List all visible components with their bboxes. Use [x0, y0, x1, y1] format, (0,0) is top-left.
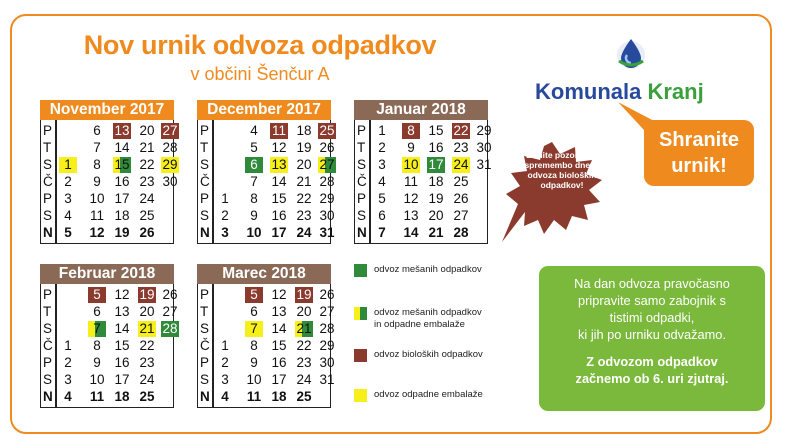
weekday-label: P	[43, 123, 53, 138]
day-cell: 28	[162, 140, 178, 155]
month-title: December 2017	[197, 100, 331, 120]
day-cell: 4	[64, 208, 72, 223]
weekday-label: T	[200, 304, 209, 319]
day-cell: 27	[319, 304, 335, 319]
day-cell: 3	[221, 372, 229, 387]
month-title: Marec 2018	[197, 264, 331, 284]
day-cell	[161, 208, 179, 224]
weekday-label: S	[43, 157, 53, 172]
month-calendar	[197, 264, 335, 408]
day-cell: 25	[139, 389, 155, 404]
weekday-label: S	[43, 321, 53, 336]
day-cell: 30	[319, 208, 335, 223]
day-cell: 5	[64, 225, 72, 240]
month-title: Februar 2018	[40, 264, 174, 284]
month-title: Januar 2018	[354, 100, 488, 120]
day-cell: 5	[245, 287, 263, 303]
day-cell: 28	[319, 174, 335, 189]
day-cell	[161, 225, 179, 241]
day-cell	[216, 157, 234, 173]
day-cell: 10	[246, 372, 262, 387]
day-cell: 10	[89, 372, 105, 387]
day-cell: 10	[89, 191, 105, 206]
weekday-label: P	[200, 355, 210, 370]
notice-line: Na dan odvoza pravočasno	[574, 276, 730, 291]
day-cell: 29	[476, 123, 492, 138]
week-row	[198, 157, 335, 173]
water-drop-icon	[613, 35, 649, 71]
day-cell: 7	[245, 321, 263, 337]
day-cell: 4	[250, 123, 258, 138]
day-cell: 2	[378, 140, 386, 155]
day-cell: 21	[139, 321, 155, 336]
day-cell: 26	[139, 225, 155, 240]
weekday-label: T	[43, 304, 52, 319]
week-row	[198, 191, 335, 207]
day-cell: 11	[403, 174, 418, 189]
day-cell: 9	[93, 174, 101, 189]
day-cell: 13	[403, 208, 419, 223]
day-cell: 12	[403, 191, 419, 206]
week-row	[41, 389, 173, 405]
weekday-label: P	[357, 123, 367, 138]
day-cell: 3	[64, 191, 72, 206]
week-row	[41, 338, 173, 354]
day-cell: 13	[271, 304, 287, 319]
day-cell: 17	[114, 372, 130, 387]
day-cell: 26	[319, 140, 335, 155]
day-cell: 22	[453, 123, 469, 138]
day-cell: 7	[93, 140, 101, 155]
weekday-label: N	[200, 389, 210, 404]
legend-label: odvoz mešanih odpadkov	[374, 264, 482, 275]
day-cell: 24	[296, 225, 312, 240]
day-cell	[59, 123, 77, 139]
weekday-label: S	[200, 208, 210, 223]
logo-word-komunala: Komunala	[535, 79, 642, 104]
day-cell: 1	[221, 338, 229, 353]
day-cell: 8	[250, 191, 258, 206]
day-cell: 7	[378, 225, 386, 240]
legend-swatch	[354, 349, 367, 362]
day-cell: 16	[271, 355, 287, 370]
day-cell: 12	[271, 287, 287, 302]
day-cell: 8	[250, 338, 258, 353]
day-cell	[59, 287, 77, 303]
day-cell: 3	[64, 372, 72, 387]
day-cell: 22	[296, 191, 312, 206]
day-cell: 4	[64, 389, 72, 404]
day-cell	[161, 191, 179, 207]
month-title: November 2017	[40, 100, 174, 120]
weekday-label: N	[43, 225, 53, 240]
legend-swatch	[354, 307, 367, 320]
day-cell: 15	[428, 123, 444, 138]
week-row	[198, 174, 335, 190]
weekday-label: T	[200, 140, 209, 155]
weekday-label: Č	[43, 174, 53, 189]
day-cell: 6	[245, 157, 263, 173]
week-row	[41, 123, 178, 139]
notice-box	[539, 266, 765, 411]
day-cell	[475, 225, 493, 241]
day-cell: 7	[250, 174, 258, 189]
week-row	[41, 174, 178, 190]
week-row	[355, 174, 487, 190]
weekday-label: P	[200, 123, 210, 138]
day-cell: 25	[453, 174, 469, 189]
day-cell: 19	[428, 191, 444, 206]
day-cell: 22	[139, 157, 155, 172]
day-cell: 11	[89, 208, 104, 223]
day-cell: 25	[319, 123, 335, 138]
day-cell: 20	[428, 208, 444, 223]
day-cell: 24	[139, 191, 155, 206]
day-cell: 20	[296, 157, 312, 172]
day-cell: 17	[114, 191, 130, 206]
day-cell	[216, 140, 234, 156]
day-cell: 23	[296, 208, 312, 223]
day-cell: 12	[114, 287, 130, 302]
day-cell: 21	[296, 321, 312, 336]
day-cell: 21	[428, 225, 444, 240]
day-cell: 10	[246, 225, 262, 240]
day-cell: 27	[162, 304, 178, 319]
week-row	[355, 225, 487, 241]
day-cell: 11	[271, 123, 286, 138]
day-cell: 30	[319, 355, 335, 370]
weekday-label: S	[200, 157, 210, 172]
weekday-label: S	[357, 208, 367, 223]
save-badge-line1: Shranite	[658, 129, 740, 151]
month-days	[197, 120, 335, 244]
day-cell: 17	[271, 372, 287, 387]
week-row	[198, 208, 335, 224]
day-cell: 3	[378, 157, 386, 172]
weekday-label: S	[43, 372, 53, 387]
day-cell	[216, 321, 234, 337]
day-cell: 15	[114, 338, 130, 353]
day-cell: 24	[296, 372, 312, 387]
week-row	[41, 304, 178, 320]
day-cell: 8	[402, 123, 420, 139]
day-cell: 27	[453, 208, 469, 223]
day-cell: 6	[93, 304, 101, 319]
month-days	[197, 284, 335, 408]
komunala-kranj-logo	[535, 35, 735, 105]
weekday-label: Č	[357, 174, 367, 189]
day-cell: 9	[93, 355, 101, 370]
notice-bold-line: začnemo ob 6. uri zjutraj.	[575, 371, 729, 386]
day-cell	[318, 389, 336, 405]
weekday-label: Č	[200, 338, 210, 353]
day-cell	[475, 191, 493, 207]
month-calendar	[354, 100, 492, 244]
logo-word-kranj: Kranj	[647, 79, 704, 104]
weekday-label: S	[200, 321, 210, 336]
day-cell: 31	[319, 372, 335, 387]
month-calendar	[40, 100, 178, 244]
day-cell: 14	[114, 140, 130, 155]
week-row	[198, 304, 335, 320]
day-cell	[475, 174, 493, 190]
notice-bold-line: Z odvozom odpadkov	[586, 354, 718, 369]
day-cell: 6	[93, 123, 101, 138]
day-cell: 16	[114, 355, 130, 370]
legend-label: odvoz odpadne embalaže	[374, 389, 483, 400]
day-cell	[161, 389, 179, 405]
day-cell: 1	[64, 338, 72, 353]
day-cell: 22	[296, 338, 312, 353]
day-cell: 16	[271, 208, 287, 223]
weekday-label: Č	[200, 174, 210, 189]
day-cell	[59, 321, 77, 337]
day-cell: 7	[88, 321, 106, 337]
week-row	[198, 389, 330, 405]
legend-label: odvoz mešanih odpadkov in odpadne embalaže	[374, 307, 482, 330]
week-row	[355, 157, 492, 173]
day-cell: 17	[428, 157, 444, 172]
week-row	[198, 140, 335, 156]
day-cell: 20	[139, 123, 155, 138]
day-cell: 31	[476, 157, 492, 172]
week-row	[41, 225, 173, 241]
week-row	[41, 287, 178, 303]
day-cell: 17	[271, 225, 287, 240]
day-cell: 18	[296, 123, 312, 138]
day-cell: 1	[378, 123, 386, 138]
day-cell: 10	[403, 157, 419, 172]
week-row	[355, 208, 487, 224]
day-cell: 14	[403, 225, 419, 240]
day-cell: 16	[114, 174, 130, 189]
week-row	[198, 225, 335, 241]
day-cell: 12	[271, 140, 287, 155]
week-row	[41, 355, 173, 371]
week-row	[41, 372, 173, 388]
day-cell	[59, 304, 77, 320]
weekday-label: N	[43, 389, 53, 404]
day-cell: 29	[162, 157, 178, 172]
day-cell: 4	[221, 389, 229, 404]
week-row	[41, 140, 178, 156]
day-cell: 30	[162, 174, 178, 189]
week-row	[355, 123, 492, 139]
week-row	[41, 157, 178, 173]
day-cell: 9	[250, 208, 258, 223]
weekday-label: P	[43, 191, 53, 206]
day-cell: 8	[93, 338, 101, 353]
day-cell: 5	[378, 191, 386, 206]
day-cell	[161, 338, 179, 354]
day-cell: 15	[114, 157, 130, 172]
day-cell: 20	[139, 304, 155, 319]
month-days	[354, 120, 492, 244]
day-cell	[216, 304, 234, 320]
day-cell: 19	[139, 287, 155, 302]
day-cell: 26	[162, 287, 178, 302]
day-cell: 18	[428, 174, 444, 189]
day-cell	[161, 355, 179, 371]
weekday-label: P	[200, 191, 210, 206]
day-cell: 20	[296, 304, 312, 319]
weekday-label: T	[357, 140, 366, 155]
week-row	[198, 372, 335, 388]
weekday-label: S	[43, 208, 53, 223]
day-cell: 27	[162, 123, 178, 138]
day-cell: 25	[296, 389, 312, 404]
week-row	[198, 338, 335, 354]
day-cell: 6	[250, 304, 258, 319]
week-row	[355, 191, 487, 207]
week-row	[198, 123, 335, 139]
day-cell: 24	[139, 372, 155, 387]
day-cell: 24	[453, 157, 469, 172]
day-cell: 23	[296, 355, 312, 370]
weekday-label: P	[200, 287, 210, 302]
day-cell: 16	[428, 140, 444, 155]
page-subtitle: v občini Šenčur A	[190, 64, 330, 84]
day-cell: 6	[378, 208, 386, 223]
day-cell: 1	[221, 191, 229, 206]
day-cell: 29	[319, 338, 335, 353]
save-badge-line2: urnik!	[671, 155, 727, 177]
day-cell	[59, 140, 77, 156]
day-cell: 27	[319, 157, 335, 172]
month-days	[40, 284, 178, 408]
day-cell	[475, 208, 493, 224]
legend-swatch	[354, 389, 367, 402]
day-cell	[216, 174, 234, 190]
day-cell: 5	[88, 287, 106, 303]
day-cell: 23	[139, 355, 155, 370]
day-cell: 14	[271, 174, 287, 189]
save-schedule-badge	[644, 120, 754, 186]
weekday-label: S	[357, 157, 367, 172]
day-cell: 19	[114, 225, 130, 240]
day-cell: 9	[407, 140, 415, 155]
week-row	[198, 287, 335, 303]
day-cell: 3	[221, 225, 229, 240]
day-cell: 5	[250, 140, 258, 155]
day-cell: 14	[114, 321, 130, 336]
week-row	[41, 191, 173, 207]
day-cell: 30	[476, 140, 492, 155]
day-cell: 23	[453, 140, 469, 155]
month-days	[40, 120, 178, 244]
page-title: Nov urnik odvoza odpadkov	[83, 30, 437, 60]
day-cell: 19	[296, 287, 312, 302]
day-cell: 8	[93, 157, 101, 172]
weekday-label: P	[43, 355, 53, 370]
day-cell	[161, 372, 179, 388]
legend-label: odvoz bioloških odpadkov	[374, 349, 483, 360]
weekday-label: P	[43, 287, 53, 302]
day-cell: 2	[64, 174, 72, 189]
day-cell: 13	[114, 123, 130, 138]
notice-line: tistimi odpadki,	[609, 310, 695, 325]
day-cell	[216, 123, 234, 139]
day-cell: 11	[89, 389, 105, 404]
week-row	[355, 140, 492, 156]
day-cell: 2	[221, 355, 229, 370]
day-cell: 14	[271, 321, 287, 336]
day-cell: 25	[139, 208, 155, 223]
day-cell: 4	[378, 174, 386, 189]
legend-swatch	[354, 264, 367, 277]
day-cell: 21	[139, 140, 155, 155]
day-cell: 19	[296, 140, 312, 155]
day-cell: 11	[246, 389, 262, 404]
day-cell: 9	[250, 355, 258, 370]
day-cell: 31	[319, 225, 335, 240]
day-cell: 22	[139, 338, 155, 353]
day-cell: 28	[162, 321, 178, 336]
weekday-label: Č	[43, 338, 53, 353]
day-cell: 29	[319, 191, 335, 206]
bubble-text: Bodite pozorni na spremembo dneva odvoza bioloških odpadkov!	[524, 150, 600, 190]
day-cell: 18	[114, 208, 130, 223]
day-cell: 18	[271, 389, 287, 404]
weekday-label: N	[357, 225, 367, 240]
month-calendar	[40, 264, 178, 408]
day-cell: 1	[59, 157, 77, 173]
week-row	[41, 208, 173, 224]
day-cell: 26	[319, 287, 335, 302]
day-cell: 2	[221, 208, 229, 223]
day-cell: 18	[114, 389, 130, 404]
day-cell: 12	[89, 225, 105, 240]
day-cell: 13	[114, 304, 130, 319]
notice-line: pripravite samo zabojnik s	[578, 293, 726, 308]
day-cell: 26	[453, 191, 469, 206]
day-cell	[216, 287, 234, 303]
week-row	[198, 321, 335, 337]
week-row	[41, 321, 178, 337]
day-cell: 21	[296, 174, 312, 189]
day-cell: 28	[453, 225, 469, 240]
month-calendar	[197, 100, 335, 244]
day-cell: 13	[271, 157, 287, 172]
day-cell: 23	[139, 174, 155, 189]
day-cell: 15	[271, 338, 287, 353]
weekday-label: S	[200, 372, 210, 387]
day-cell: 28	[319, 321, 335, 336]
notice-line: ki jih po urniku odvažamo.	[578, 327, 726, 342]
weekday-label: P	[357, 191, 367, 206]
day-cell: 15	[271, 191, 287, 206]
day-cell: 2	[64, 355, 72, 370]
weekday-label: N	[200, 225, 210, 240]
weekday-label: T	[43, 140, 52, 155]
week-row	[198, 355, 335, 371]
